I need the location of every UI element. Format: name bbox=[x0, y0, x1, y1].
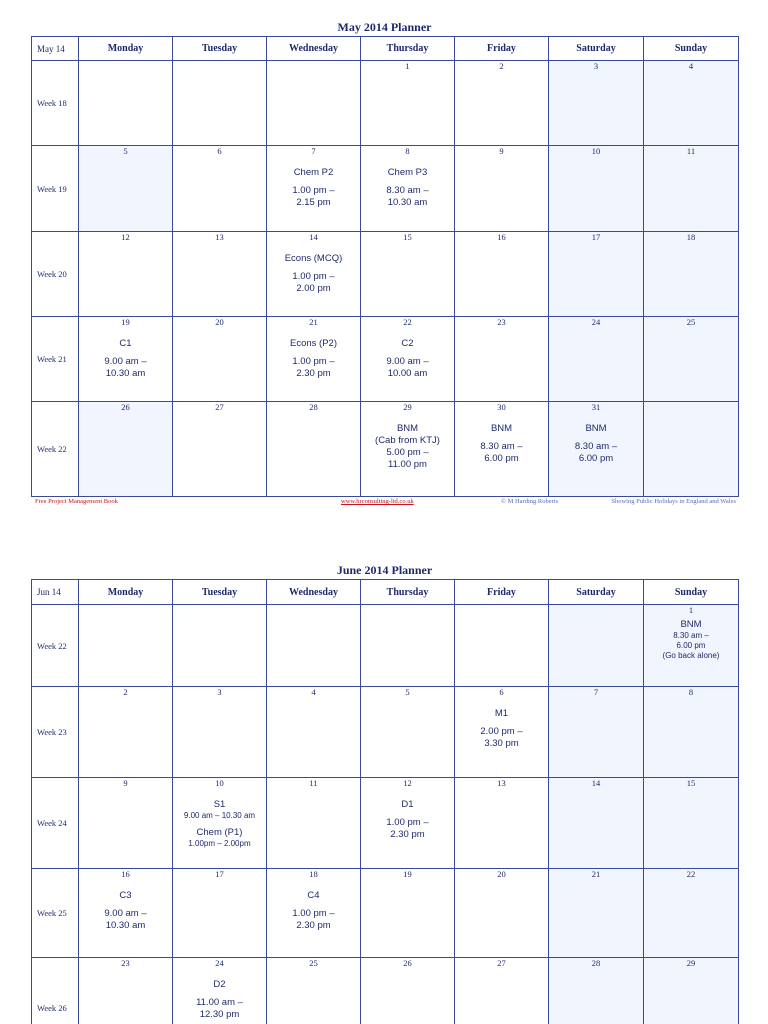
event-detail: (Cab from KTJ) bbox=[375, 435, 440, 446]
day-cell-friday[interactable] bbox=[455, 61, 549, 146]
day-cell-saturday[interactable] bbox=[549, 402, 644, 497]
date-number: 10 bbox=[591, 146, 601, 156]
date-number: 13 bbox=[215, 232, 224, 242]
day-cell-wednesday[interactable] bbox=[267, 958, 361, 1024]
date-number bbox=[361, 605, 454, 615]
date-number: 25 bbox=[686, 317, 696, 327]
event-title: Chem P3 bbox=[387, 167, 428, 178]
day-header-thursday: Thursday bbox=[361, 580, 455, 605]
day-cell-wednesday[interactable] bbox=[267, 232, 361, 317]
event-title: C1 bbox=[119, 338, 132, 349]
date-number: 26 bbox=[121, 402, 130, 412]
date-number: 8 bbox=[405, 146, 410, 156]
day-cell-sunday[interactable] bbox=[644, 232, 739, 317]
event-detail: 1.00 pm – bbox=[386, 817, 429, 828]
june-calendar-grid bbox=[31, 579, 739, 1024]
day-cell-sunday[interactable] bbox=[644, 146, 739, 232]
date-number: 23 bbox=[121, 958, 130, 968]
week-row bbox=[32, 869, 739, 958]
date-number: 23 bbox=[497, 317, 506, 327]
date-number: 12 bbox=[121, 232, 130, 242]
day-cell-monday[interactable] bbox=[79, 146, 173, 232]
event-detail: 1.00 pm – bbox=[292, 185, 335, 196]
day-cell-saturday[interactable] bbox=[549, 687, 644, 778]
event-detail: 3.30 pm bbox=[484, 738, 519, 749]
event-detail: 1.00pm – 2.00pm bbox=[188, 839, 251, 848]
event-detail: 8.30 am – bbox=[673, 631, 709, 640]
date-number bbox=[173, 61, 266, 71]
date-number: 21 bbox=[309, 317, 318, 327]
date-number: 13 bbox=[497, 778, 506, 788]
week-label: Week 25 bbox=[32, 869, 79, 958]
event-detail: Chem (P1) bbox=[196, 827, 243, 838]
date-number: 17 bbox=[215, 869, 224, 879]
date-number bbox=[644, 402, 738, 412]
date-number: 28 bbox=[591, 958, 601, 968]
date-number: 22 bbox=[403, 317, 412, 327]
date-number bbox=[79, 605, 172, 615]
date-number: 20 bbox=[497, 869, 506, 879]
event-title: Chem P2 bbox=[293, 167, 334, 178]
day-cell-wednesday[interactable] bbox=[267, 687, 361, 778]
day-cell-saturday[interactable] bbox=[549, 958, 644, 1024]
day-header-saturday: Saturday bbox=[549, 580, 644, 605]
footer-book-link[interactable]: Free Project Management Book bbox=[35, 498, 118, 505]
day-cell-thursday[interactable] bbox=[361, 146, 455, 232]
day-cell-monday[interactable] bbox=[79, 958, 173, 1024]
date-number bbox=[267, 61, 360, 71]
event-title: BNM bbox=[396, 423, 419, 434]
event-detail: (Go back alone) bbox=[662, 651, 720, 660]
day-cell-wednesday[interactable] bbox=[267, 146, 361, 232]
day-cell-sunday[interactable] bbox=[644, 778, 739, 869]
day-cell-tuesday[interactable] bbox=[173, 402, 267, 497]
date-number: 18 bbox=[309, 869, 318, 879]
week-row bbox=[32, 61, 739, 146]
day-cell-sunday[interactable] bbox=[644, 687, 739, 778]
event-title: C4 bbox=[307, 890, 320, 901]
date-number: 29 bbox=[403, 402, 412, 412]
day-cell-monday[interactable] bbox=[79, 778, 173, 869]
date-number: 19 bbox=[121, 317, 130, 327]
day-cell-tuesday[interactable] bbox=[173, 687, 267, 778]
day-cell-thursday[interactable] bbox=[361, 605, 455, 687]
week-row bbox=[32, 232, 739, 317]
day-cell-thursday[interactable] bbox=[361, 958, 455, 1024]
day-header-friday: Friday bbox=[455, 37, 549, 61]
day-cell-thursday[interactable] bbox=[361, 778, 455, 869]
event-detail: 12.30 pm bbox=[199, 1009, 240, 1020]
date-number: 4 bbox=[311, 687, 316, 697]
day-cell-thursday[interactable] bbox=[361, 317, 455, 402]
date-number: 19 bbox=[403, 869, 412, 879]
day-cell-saturday[interactable] bbox=[549, 317, 644, 402]
day-cell-thursday[interactable] bbox=[361, 869, 455, 958]
event-detail: 11.00 pm bbox=[388, 459, 427, 470]
date-number bbox=[79, 61, 172, 71]
day-cell-friday[interactable] bbox=[455, 958, 549, 1024]
date-number: 9 bbox=[499, 146, 504, 156]
date-number: 1 bbox=[405, 61, 410, 71]
event-title: S1 bbox=[213, 799, 226, 810]
event-detail: 10.30 am bbox=[105, 920, 146, 931]
day-header-sunday: Sunday bbox=[644, 580, 739, 605]
day-cell-friday[interactable] bbox=[455, 778, 549, 869]
day-header-thursday: Thursday bbox=[361, 37, 455, 61]
date-number: 24 bbox=[591, 317, 601, 327]
may-footer bbox=[31, 498, 738, 510]
event-title: BNM bbox=[680, 619, 702, 630]
event-detail: 9.00 am – bbox=[104, 356, 147, 367]
event-detail: 10.00 am bbox=[387, 368, 428, 379]
day-cell-friday[interactable] bbox=[455, 687, 549, 778]
week-label: Week 20 bbox=[32, 232, 79, 317]
date-number: 4 bbox=[688, 61, 694, 71]
day-cell-sunday[interactable] bbox=[644, 958, 739, 1024]
day-cell-saturday[interactable] bbox=[549, 869, 644, 958]
may-planner-title: May 2014 Planner bbox=[337, 20, 432, 34]
week-row bbox=[32, 146, 739, 232]
event-detail: 1.00 pm – bbox=[292, 908, 335, 919]
day-cell-sunday[interactable] bbox=[644, 869, 739, 958]
event-detail: 9.00 am – bbox=[104, 908, 147, 919]
day-header-saturday: Saturday bbox=[549, 37, 644, 61]
event-title: M1 bbox=[494, 708, 509, 719]
date-number: 7 bbox=[593, 687, 599, 697]
date-number: 11 bbox=[309, 778, 318, 788]
day-cell-wednesday[interactable] bbox=[267, 778, 361, 869]
day-header-tuesday: Tuesday bbox=[173, 580, 267, 605]
footer-copyright: © M Harding Roberts bbox=[501, 498, 559, 505]
day-cell-friday[interactable] bbox=[455, 232, 549, 317]
day-cell-monday[interactable] bbox=[79, 605, 173, 687]
date-number: 6 bbox=[499, 687, 504, 697]
event-title: Econs (P2) bbox=[290, 338, 337, 349]
date-number: 5 bbox=[123, 146, 128, 156]
date-number: 5 bbox=[405, 687, 410, 697]
event-detail: 1.00 pm – bbox=[292, 271, 335, 282]
date-number: 28 bbox=[309, 402, 318, 412]
event-title: C3 bbox=[119, 890, 132, 901]
day-cell-thursday[interactable] bbox=[361, 687, 455, 778]
day-cell-friday[interactable] bbox=[455, 869, 549, 958]
day-cell-sunday[interactable] bbox=[644, 61, 739, 146]
date-number: 8 bbox=[688, 687, 694, 697]
day-cell-sunday[interactable] bbox=[644, 317, 739, 402]
may-header-row bbox=[32, 37, 739, 61]
day-cell-wednesday[interactable] bbox=[267, 317, 361, 402]
event-detail: 10.30 am bbox=[105, 368, 146, 379]
date-number: 7 bbox=[311, 146, 316, 156]
week-label: Week 24 bbox=[32, 778, 79, 869]
day-cell-wednesday[interactable] bbox=[267, 402, 361, 497]
day-cell-friday[interactable] bbox=[455, 402, 549, 497]
day-cell-friday[interactable] bbox=[455, 605, 549, 687]
event-title: BNM bbox=[585, 423, 607, 434]
date-number: 21 bbox=[591, 869, 601, 879]
week-row bbox=[32, 687, 739, 778]
date-number bbox=[455, 605, 548, 615]
day-header-monday: Monday bbox=[79, 580, 173, 605]
day-cell-thursday[interactable] bbox=[361, 61, 455, 146]
event-title: D1 bbox=[401, 799, 414, 810]
day-cell-saturday[interactable] bbox=[549, 778, 644, 869]
event-detail: 1.00 pm – bbox=[292, 356, 335, 367]
june-planner-title: June 2014 Planner bbox=[336, 563, 433, 577]
day-cell-tuesday[interactable] bbox=[173, 317, 267, 402]
day-cell-tuesday[interactable] bbox=[173, 146, 267, 232]
week-label: Week 19 bbox=[32, 146, 79, 232]
day-cell-friday[interactable] bbox=[455, 146, 549, 232]
date-number: 16 bbox=[121, 869, 130, 879]
day-cell-wednesday[interactable] bbox=[267, 869, 361, 958]
date-number: 26 bbox=[403, 958, 412, 968]
day-cell-tuesday[interactable] bbox=[173, 232, 267, 317]
week-label: Week 22 bbox=[32, 402, 79, 497]
date-number: 25 bbox=[309, 958, 318, 968]
month-label: May 14 bbox=[32, 37, 79, 61]
date-number: 18 bbox=[686, 232, 696, 242]
week-label: Week 18 bbox=[32, 61, 79, 146]
day-header-sunday: Sunday bbox=[644, 37, 739, 61]
date-number: 1 bbox=[688, 605, 694, 615]
event-detail: 2.00 pm – bbox=[480, 726, 523, 737]
day-header-monday: Monday bbox=[79, 37, 173, 61]
week-label: Week 23 bbox=[32, 687, 79, 778]
day-header-wednesday: Wednesday bbox=[267, 37, 361, 61]
day-cell-wednesday[interactable] bbox=[267, 61, 361, 146]
day-cell-saturday[interactable] bbox=[549, 146, 644, 232]
date-number: 17 bbox=[591, 232, 601, 242]
date-number: 29 bbox=[686, 958, 696, 968]
date-number: 2 bbox=[499, 61, 504, 71]
day-cell-tuesday[interactable] bbox=[173, 605, 267, 687]
day-cell-monday[interactable] bbox=[79, 402, 173, 497]
date-number: 31 bbox=[591, 402, 601, 412]
event-detail: 6.00 pm bbox=[578, 453, 614, 464]
date-number: 24 bbox=[215, 958, 224, 968]
day-cell-sunday[interactable] bbox=[644, 402, 739, 497]
date-number: 30 bbox=[497, 402, 506, 412]
week-label: Week 26 bbox=[32, 958, 79, 1024]
date-number: 16 bbox=[497, 232, 506, 242]
event-detail: 9.00 am – 10.30 am bbox=[183, 811, 256, 820]
event-title: Econs (MCQ) bbox=[284, 253, 343, 264]
day-cell-thursday[interactable] bbox=[361, 402, 455, 497]
june-header-row bbox=[32, 580, 739, 605]
date-number: 12 bbox=[403, 778, 412, 788]
event-detail: 8.30 am – bbox=[386, 185, 429, 196]
date-number: 3 bbox=[593, 61, 599, 71]
event-detail: 6.00 pm bbox=[484, 453, 519, 464]
may-calendar-grid bbox=[31, 36, 739, 497]
event-detail: 2.30 pm bbox=[296, 368, 331, 379]
date-number: 10 bbox=[215, 778, 224, 788]
date-number: 2 bbox=[123, 687, 128, 697]
event-detail: 10.30 am bbox=[387, 197, 428, 208]
footer-website-link[interactable]: www.hrconsulting-ltd.co.uk bbox=[341, 498, 414, 505]
day-cell-wednesday[interactable] bbox=[267, 605, 361, 687]
month-label: Jun 14 bbox=[32, 580, 79, 605]
week-label: Week 21 bbox=[32, 317, 79, 402]
day-cell-monday[interactable] bbox=[79, 317, 173, 402]
date-number: 27 bbox=[215, 402, 224, 412]
date-number: 20 bbox=[215, 317, 224, 327]
date-number: 14 bbox=[591, 778, 601, 788]
day-cell-saturday[interactable] bbox=[549, 61, 644, 146]
date-number: 9 bbox=[123, 778, 128, 788]
day-cell-monday[interactable] bbox=[79, 869, 173, 958]
day-cell-tuesday[interactable] bbox=[173, 61, 267, 146]
week-label: Week 22 bbox=[32, 605, 79, 687]
day-cell-tuesday[interactable] bbox=[173, 778, 267, 869]
date-number: 15 bbox=[686, 778, 696, 788]
day-cell-sunday[interactable] bbox=[644, 605, 739, 687]
date-number bbox=[549, 605, 643, 615]
day-header-friday: Friday bbox=[455, 580, 549, 605]
date-number: 27 bbox=[497, 958, 506, 968]
day-cell-tuesday[interactable] bbox=[173, 869, 267, 958]
day-cell-thursday[interactable] bbox=[361, 232, 455, 317]
event-title: C2 bbox=[401, 338, 414, 349]
date-number: 6 bbox=[217, 146, 222, 156]
event-detail: 2.30 pm bbox=[390, 829, 425, 840]
event-detail: 11.00 am – bbox=[196, 997, 243, 1008]
event-detail: 2.15 pm bbox=[296, 197, 331, 208]
event-title: D2 bbox=[213, 979, 226, 990]
day-header-wednesday: Wednesday bbox=[267, 580, 361, 605]
day-cell-tuesday[interactable] bbox=[173, 958, 267, 1024]
footer-holidays-note: Showing Public Holidays in England and Wales bbox=[611, 498, 736, 505]
week-row bbox=[32, 958, 739, 1024]
day-cell-monday[interactable] bbox=[79, 232, 173, 317]
date-number: 14 bbox=[309, 232, 318, 242]
date-number bbox=[173, 605, 266, 615]
event-detail: 6.00 pm bbox=[676, 641, 706, 650]
day-cell-monday[interactable] bbox=[79, 687, 173, 778]
day-cell-monday[interactable] bbox=[79, 61, 173, 146]
week-row bbox=[32, 317, 739, 402]
week-row bbox=[32, 605, 739, 687]
day-cell-saturday[interactable] bbox=[549, 605, 644, 687]
event-title: BNM bbox=[490, 423, 513, 434]
date-number: 11 bbox=[686, 146, 696, 156]
date-number bbox=[267, 605, 360, 615]
event-detail: 2.00 pm bbox=[296, 283, 331, 294]
week-row bbox=[32, 778, 739, 869]
event-detail: 8.30 am – bbox=[480, 441, 523, 452]
date-number: 22 bbox=[686, 869, 696, 879]
event-detail: 5.00 pm – bbox=[386, 447, 429, 458]
day-header-tuesday: Tuesday bbox=[173, 37, 267, 61]
event-detail: 8.30 am – bbox=[574, 441, 618, 452]
day-cell-friday[interactable] bbox=[455, 317, 549, 402]
event-detail: 2.30 pm bbox=[296, 920, 331, 931]
day-cell-saturday[interactable] bbox=[549, 232, 644, 317]
date-number: 3 bbox=[217, 687, 222, 697]
week-row bbox=[32, 402, 739, 497]
event-detail: 9.00 am – bbox=[386, 356, 429, 367]
date-number: 15 bbox=[403, 232, 412, 242]
